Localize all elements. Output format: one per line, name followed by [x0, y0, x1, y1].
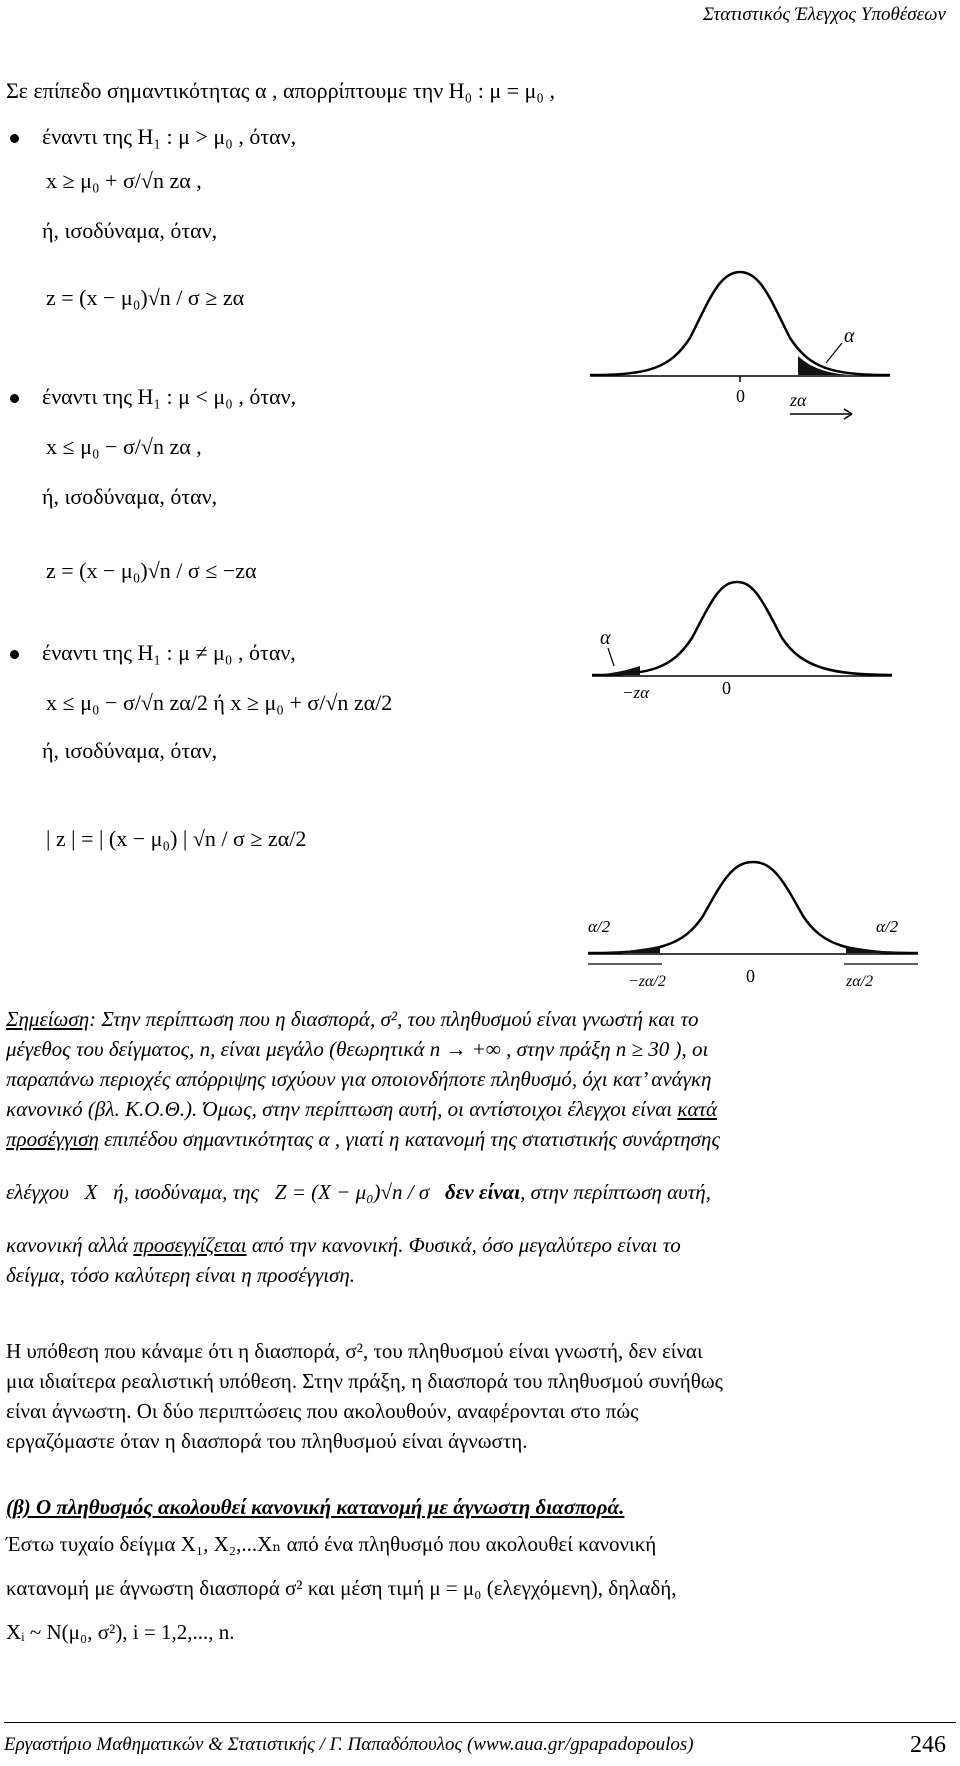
case3-heading: έναντι της H₁ : μ ≠ μ₀ , όταν,: [42, 640, 296, 665]
bullet-case3: [10, 650, 19, 659]
figure-right-tail: [590, 268, 890, 436]
note-line6-b: X: [84, 1180, 98, 1204]
note-line3: παραπάνω περιοχές απόρριψης ισχύουν για οποιονδήποτε πληθυσμό, όχι κατ’ ανάγκη: [6, 1067, 712, 1091]
note-line5: επιπέδου σημαντικότητας α , γιατί η κατανομή της στατιστικής συνάρτησης: [98, 1127, 720, 1151]
case2-z-rule: z = (x − μ₀)√n / σ ≤ −zα: [46, 558, 257, 583]
case1-rule: x ≥ μ₀ + σ/√n zα ,: [46, 168, 202, 193]
note-line7-a: κανονική αλλά: [6, 1233, 134, 1257]
fig3-curve: [588, 862, 918, 953]
note-line4-underlined: κατά: [677, 1097, 718, 1121]
case1-z-rule: z = (x − μ₀)√n / σ ≥ zα: [46, 285, 245, 310]
para2-line2: μια ιδιαίτερα ρεαλιστική υπόθεση. Στην πράξη, η διασπορά του πληθυσμού συνήθως: [6, 1369, 723, 1393]
case3-equiv: ή, ισοδύναμα, όταν,: [42, 738, 218, 763]
fig3-label-z: zα/2: [846, 973, 874, 990]
section-b-heading: (β) Ο πληθυσμός ακολουθεί κανονική κατανομή με άγνωστη διασπορά.: [6, 1495, 625, 1519]
fig1-curve: [590, 272, 890, 375]
case3-z-rule: | z | = | (x − μ₀) | √n / σ ≥ zα/2: [46, 826, 307, 851]
figure-two-tails: [588, 860, 918, 998]
figure-left-tail: [592, 580, 892, 710]
fig3-label-minus-z: −zα/2: [628, 973, 666, 990]
note-line1: : Στην περίπτωση που η διασπορά, σ², του πληθυσμού είναι γνωστή και το: [89, 1007, 699, 1031]
note-line8: δείγμα, τόσο καλύτερη είναι η προσέγγιση.: [6, 1263, 356, 1287]
fig2-tail-shade: [592, 666, 640, 675]
note-line7-underlined: προσεγγίζεται: [133, 1233, 247, 1257]
note-line6-e: δεν είναι: [444, 1180, 521, 1204]
footer-text: Εργαστήριο Μαθηματικών & Στατιστικής / Γ. Παπαδόπουλος (www.aua.gr/gpapadopoulos): [4, 1734, 694, 1755]
running-header: Στατιστικός Έλεγχος Υποθέσεων: [702, 4, 946, 25]
fig2-label-minus-z: −zα: [622, 683, 650, 702]
paragraph-variance-unknown: [6, 1336, 956, 1456]
case2-rule: x ≤ μ₀ − σ/√n zα ,: [46, 434, 202, 459]
case3-rule: x ≤ μ₀ − σ/√n zα/2 ή x ≥ μ₀ + σ/√n zα/2: [46, 690, 393, 715]
bullet-case1: [10, 134, 19, 143]
fig1-label-alpha: α: [844, 325, 855, 347]
note-line4: κανονικό (βλ. Κ.Ο.Θ.). Όμως, στην περίπτωση αυτή, οι αντίστοιχοι έλεγχοι είναι: [6, 1097, 678, 1121]
para2-line3: είναι άγνωστη. Οι δύο περιπτώσεις που ακολουθούν, αναφέρονται στο πώς: [6, 1399, 639, 1423]
footer-rule: [4, 1722, 956, 1723]
intro-line: Σε επίπεδο σημαντικότητας α , απορρίπτουμε την H₀ : μ = μ₀ ,: [6, 78, 555, 103]
note-lead: Σημείωση: [6, 1007, 90, 1031]
page-number: 246: [910, 1732, 946, 1758]
case2-equiv: ή, ισοδύναμα, όταν,: [42, 484, 218, 509]
note-line5-underlined: προσέγγιση: [6, 1127, 99, 1151]
case2-heading: έναντι της H₁ : μ < μ₀ , όταν,: [42, 384, 297, 409]
note-line6-c: ή, ισοδύναμα, της: [113, 1180, 260, 1204]
case1-equiv: ή, ισοδύναμα, όταν,: [42, 218, 218, 243]
bullet-case2: [10, 394, 19, 403]
para2-line4: εργαζόμαστε όταν η διασπορά του πληθυσμού είναι άγνωστη.: [6, 1429, 528, 1453]
section-b-line3: Xᵢ ~ N(μ₀, σ²), i = 1,2,..., n.: [6, 1620, 235, 1644]
case1-heading: έναντι της H₁ : μ > μ₀ , όταν,: [42, 124, 297, 149]
fig3-label-alpha-left: α/2: [588, 917, 611, 936]
note-line6-a: ελέγχου: [6, 1180, 69, 1204]
section-b-line1: Έστω τυχαίο δείγμα X₁, X₂,...Xₙ από ένα πληθυσμό που ακολουθεί κανονική: [6, 1532, 657, 1556]
note-line6-f: , στην περίπτωση αυτή,: [520, 1180, 711, 1204]
fig1-label-z: zα: [790, 390, 807, 410]
note-paragraph: [6, 1004, 956, 1290]
section-b-line2: κατανομή με άγνωστη διασπορά σ² και μέση τιμή μ = μ₀ (ελεγχόμενη), δηλαδή,: [6, 1576, 677, 1600]
note-line6-d: Z = (X − μ₀)√n / σ: [274, 1180, 430, 1204]
fig2-label-zero: 0: [722, 678, 731, 698]
note-line2: μέγεθος του δείγματος, n, είναι μεγάλο (θεωρητικά n → +∞ , στην πράξη n ≥ 30 ), οι: [6, 1037, 709, 1061]
para2-line1: Η υπόθεση που κάναμε ότι η διασπορά, σ², του πληθυσμού είναι γνωστή, δεν είναι: [6, 1339, 703, 1363]
fig1-label-zero: 0: [736, 386, 745, 406]
fig2-curve: [592, 582, 892, 675]
fig2-label-alpha: α: [600, 627, 611, 649]
section-b: [6, 1492, 956, 1654]
fig3-label-alpha-right: α/2: [876, 917, 899, 936]
note-line7-b: από την κανονική. Φυσικά, όσο μεγαλύτερο είναι το: [246, 1233, 681, 1257]
fig3-label-zero: 0: [746, 966, 755, 986]
